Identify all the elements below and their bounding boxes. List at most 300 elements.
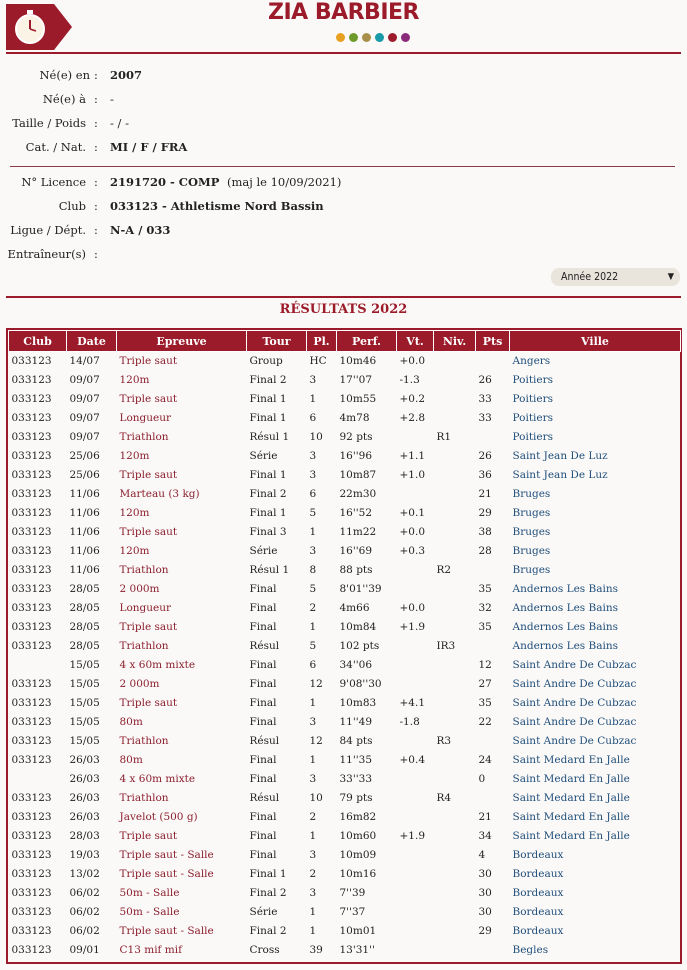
table-cell: 1 (309, 830, 317, 842)
table-cell: 06/02 (69, 887, 100, 899)
event-link[interactable]: 50m - Salle (119, 906, 180, 918)
table-cell: 3 (309, 773, 317, 785)
event-link[interactable]: Triple saut (119, 830, 178, 842)
results-divider (6, 296, 681, 298)
city-link[interactable]: Andernos Les Bains (512, 583, 619, 595)
city-link[interactable]: Poitiers (512, 393, 554, 405)
city-link[interactable]: Poitiers (512, 374, 554, 386)
table-cell (397, 561, 434, 580)
table-cell: Final 2 (249, 925, 287, 937)
city-link[interactable]: Begles (512, 944, 549, 956)
event-link[interactable]: Triple saut (119, 469, 178, 481)
table-cell: 033123 (11, 868, 52, 880)
event-link[interactable]: 2 000m (119, 678, 160, 690)
table-cell: 033123 (11, 507, 52, 519)
table-cell: 30 (478, 906, 492, 918)
event-link[interactable]: 2 000m (119, 583, 160, 595)
table-row (9, 637, 681, 656)
club-value: 033123 - Athletisme Nord Bassin (110, 199, 324, 213)
event-link[interactable]: 4 x 60m mixte (119, 773, 196, 785)
table-cell: 033123 (11, 640, 52, 652)
table-cell: 6 (309, 659, 317, 671)
table-cell: 35 (478, 621, 492, 633)
event-link[interactable]: Triathlon (119, 431, 169, 443)
table-row (9, 352, 681, 372)
table-cell: 4m78 (339, 412, 370, 424)
event-link[interactable]: Triathlon (119, 735, 169, 747)
table-cell (434, 371, 476, 390)
table-cell: Final 2 (249, 887, 287, 899)
city-link[interactable]: Bruges (512, 488, 551, 500)
table-cell: Final (249, 849, 277, 861)
city-link[interactable]: Andernos Les Bains (512, 640, 619, 652)
event-link[interactable]: Triathlon (119, 792, 169, 804)
table-cell: 29 (478, 507, 492, 519)
table-cell (476, 637, 510, 656)
table-cell: 3 (309, 849, 317, 861)
table-cell: Résul (249, 792, 280, 804)
table-cell: 11/06 (69, 545, 100, 557)
column-header: Niv. (434, 331, 476, 352)
licence-update-note: (maj le 10/09/2021) (227, 175, 342, 189)
table-cell: 11m22 (339, 526, 377, 538)
city-link[interactable]: Saint Medard En Jalle (512, 811, 630, 823)
event-link[interactable]: 120m (119, 450, 150, 462)
info-label: Taille / Poids (12, 116, 86, 130)
table-cell: Série (249, 450, 278, 462)
table-row (9, 599, 681, 618)
event-link[interactable]: Triple saut - Salle (119, 868, 214, 880)
city-link[interactable]: Bordeaux (512, 849, 564, 861)
event-link[interactable]: Triple saut (119, 526, 178, 538)
table-cell (434, 466, 476, 485)
table-cell: 6 (309, 488, 317, 500)
column-header: Epreuve (117, 331, 247, 352)
city-link[interactable]: Bordeaux (512, 925, 564, 937)
table-cell: 033123 (11, 697, 52, 709)
table-cell: 6 (309, 412, 317, 424)
table-cell: 033123 (11, 621, 52, 633)
table-cell: 15/05 (69, 678, 100, 690)
table-cell: 2 (309, 602, 317, 614)
city-link[interactable]: Andernos Les Bains (512, 621, 619, 633)
table-cell: 033123 (11, 374, 52, 386)
table-cell: 16''69 (339, 545, 372, 557)
table-row (9, 884, 681, 903)
table-cell: Final (249, 583, 277, 595)
table-cell: 033123 (11, 602, 52, 614)
event-link[interactable]: 120m (119, 374, 150, 386)
table-cell: Final (249, 697, 277, 709)
table-cell: 36 (478, 469, 492, 481)
table-cell: 033123 (11, 906, 52, 918)
table-cell: 1 (309, 697, 317, 709)
table-cell: Final (249, 773, 277, 785)
table-cell: 11/06 (69, 526, 100, 538)
results-title: RÉSULTATS 2022 (279, 302, 408, 317)
table-cell: 033123 (11, 469, 52, 481)
city-link[interactable]: Saint Andre De Cubzac (512, 697, 637, 709)
table-cell: 033123 (11, 488, 52, 500)
table-cell (434, 941, 476, 960)
table-cell: +2.8 (399, 412, 425, 424)
table-cell: 34''06 (339, 659, 372, 671)
event-link[interactable]: Triathlon (119, 564, 169, 576)
city-link[interactable]: Saint Andre De Cubzac (512, 716, 637, 728)
table-row (9, 846, 681, 865)
table-row (9, 447, 681, 466)
table-cell (397, 903, 434, 922)
table-cell: 10 (309, 792, 323, 804)
table-cell: 11''49 (339, 716, 372, 728)
table-cell: 033123 (11, 545, 52, 557)
table-cell: 1 (309, 925, 317, 937)
table-cell: 28 (478, 545, 492, 557)
table-row (9, 656, 681, 675)
table-cell: 033123 (11, 735, 52, 747)
table-row (9, 466, 681, 485)
table-cell: 1 (309, 621, 317, 633)
table-cell: Résul 1 (249, 431, 290, 443)
table-cell: Group (249, 355, 283, 367)
table-cell: 033123 (11, 811, 52, 823)
table-cell: 11/06 (69, 507, 100, 519)
table-cell: 10 (309, 431, 323, 443)
column-header: Ville (510, 331, 681, 352)
table-cell: 11''35 (339, 754, 372, 766)
table-cell: R2 (436, 564, 452, 576)
column-header: Tour (247, 331, 307, 352)
table-cell: +0.0 (399, 355, 425, 367)
table-row (9, 751, 681, 770)
table-cell: 033123 (11, 849, 52, 861)
table-cell: 2 (309, 811, 317, 823)
table-row (9, 409, 681, 428)
table-row (9, 675, 681, 694)
table-row (9, 371, 681, 390)
table-cell (434, 903, 476, 922)
city-link[interactable]: Andernos Les Bains (512, 602, 619, 614)
table-cell (434, 884, 476, 903)
table-cell: 5 (309, 507, 317, 519)
table-cell: 033123 (11, 450, 52, 462)
table-cell: 033123 (11, 393, 52, 405)
table-cell: 033123 (11, 830, 52, 842)
table-cell: 21 (478, 811, 492, 823)
city-link[interactable]: Saint Andre De Cubzac (512, 678, 637, 690)
event-link[interactable]: 80m (119, 754, 143, 766)
results-header-row (9, 331, 681, 352)
table-row (9, 789, 681, 808)
event-link[interactable]: 80m (119, 716, 143, 728)
table-cell: +0.1 (399, 507, 425, 519)
city-link[interactable]: Bordeaux (512, 906, 564, 918)
table-cell: 1 (309, 754, 317, 766)
info-label: Cat. / Nat. (25, 140, 86, 154)
table-cell: 033123 (11, 925, 52, 937)
table-cell: 15/05 (69, 716, 100, 728)
city-link[interactable]: Poitiers (512, 412, 554, 424)
table-cell: Final 1 (249, 412, 287, 424)
table-cell: 28/03 (69, 830, 100, 842)
table-cell: 26 (478, 450, 492, 462)
table-cell: 39 (309, 944, 323, 956)
table-cell: 8 (309, 564, 317, 576)
table-cell: Final 1 (249, 393, 287, 405)
table-cell: Résul 1 (249, 564, 290, 576)
table-row (9, 732, 681, 751)
table-cell (397, 770, 434, 789)
table-cell: Série (249, 906, 278, 918)
table-cell: +0.2 (399, 393, 425, 405)
table-cell: HC (309, 355, 327, 367)
table-cell: 16m82 (339, 811, 377, 823)
city-link[interactable]: Saint Jean De Luz (512, 469, 608, 481)
table-cell: 24 (478, 754, 492, 766)
table-cell: 3 (309, 545, 317, 557)
table-cell: 033123 (11, 716, 52, 728)
table-cell: Final (249, 716, 277, 728)
table-cell (434, 523, 476, 542)
column-header: Perf. (337, 331, 397, 352)
table-cell: 14/07 (69, 355, 100, 367)
table-cell (434, 675, 476, 694)
column-header: Date (67, 331, 117, 352)
event-link[interactable]: Triple saut (119, 355, 178, 367)
table-row (9, 390, 681, 409)
table-cell (434, 580, 476, 599)
table-row (9, 770, 681, 789)
table-cell (434, 865, 476, 884)
info-label: Né(e) à (42, 92, 86, 106)
event-link[interactable]: C13 mif mif (119, 944, 182, 956)
table-cell: 033123 (11, 583, 52, 595)
table-cell: 4m66 (339, 602, 370, 614)
table-cell: 26/03 (69, 792, 100, 804)
table-cell: Final (249, 678, 277, 690)
table-cell: 09/01 (69, 944, 100, 956)
table-cell (397, 656, 434, 675)
table-cell: 102 pts (339, 640, 380, 652)
table-cell: Final (249, 602, 277, 614)
table-row (9, 580, 681, 599)
info-label: Ligue / Dépt. (10, 223, 86, 237)
event-link[interactable]: Triple saut (119, 621, 178, 633)
table-cell: 5 (309, 640, 317, 652)
city-link[interactable]: Bordeaux (512, 887, 564, 899)
table-cell: 33 (478, 412, 492, 424)
color-dot (401, 33, 410, 42)
column-header: Pl. (307, 331, 337, 352)
table-cell (397, 922, 434, 941)
season-select-value: Année 2022 (561, 271, 619, 283)
event-link[interactable]: Triple saut (119, 697, 178, 709)
table-cell (434, 770, 476, 789)
table-cell: 10m46 (339, 355, 377, 367)
table-cell: 11/06 (69, 564, 100, 576)
table-cell (397, 485, 434, 504)
table-cell (397, 884, 434, 903)
table-cell (476, 352, 510, 372)
city-link[interactable]: Saint Jean De Luz (512, 450, 608, 462)
table-cell: 1 (309, 393, 317, 405)
event-link[interactable]: Javelot (500 g) (119, 811, 198, 823)
city-link[interactable]: Bruges (512, 564, 551, 576)
table-cell: 26/03 (69, 811, 100, 823)
table-cell: 033123 (11, 887, 52, 899)
table-cell (434, 713, 476, 732)
event-link[interactable]: 50m - Salle (119, 887, 180, 899)
table-cell (434, 504, 476, 523)
table-cell: 21 (478, 488, 492, 500)
table-cell: 033123 (11, 526, 52, 538)
table-cell: 09/07 (69, 393, 100, 405)
table-cell: 28/05 (69, 602, 100, 614)
table-row (9, 865, 681, 884)
table-cell: 28/05 (69, 583, 100, 595)
table-cell: Final (249, 659, 277, 671)
table-cell (434, 352, 476, 372)
event-link[interactable]: 120m (119, 507, 150, 519)
table-cell (397, 789, 434, 808)
table-cell: Final 1 (249, 507, 287, 519)
table-cell (9, 770, 67, 789)
table-cell: +0.4 (399, 754, 425, 766)
table-cell: 09/07 (69, 412, 100, 424)
event-link[interactable]: Marteau (3 kg) (119, 488, 200, 500)
table-cell: Résul (249, 735, 280, 747)
table-cell: +0.0 (399, 526, 425, 538)
table-cell: Final 3 (249, 526, 287, 538)
color-dot (388, 33, 397, 42)
city-link[interactable]: Bruges (512, 545, 551, 557)
table-cell (476, 428, 510, 447)
table-row (9, 561, 681, 580)
column-header: Club (9, 331, 67, 352)
table-cell (434, 485, 476, 504)
table-cell (434, 694, 476, 713)
table-cell: 10m55 (339, 393, 377, 405)
table-row (9, 713, 681, 732)
table-cell: 38 (478, 526, 492, 538)
city-link[interactable]: Saint Andre De Cubzac (512, 659, 637, 671)
table-cell: 30 (478, 887, 492, 899)
table-cell: 13'31'' (339, 944, 375, 956)
season-select[interactable] (551, 268, 680, 286)
table-cell: 033123 (11, 678, 52, 690)
table-cell (434, 808, 476, 827)
licence-number: 2191720 - COMP (110, 175, 220, 189)
table-cell (397, 846, 434, 865)
table-cell: 25/06 (69, 450, 100, 462)
table-cell: 79 pts (339, 792, 373, 804)
city-link[interactable]: Bruges (512, 526, 551, 538)
table-cell: 1 (309, 906, 317, 918)
table-cell (434, 618, 476, 637)
table-row (9, 523, 681, 542)
table-cell: R1 (436, 431, 452, 443)
info-label: Né(e) en (39, 68, 90, 82)
table-cell: 9'08''30 (339, 678, 382, 690)
table-cell: 28/05 (69, 640, 100, 652)
table-cell (397, 808, 434, 827)
city-link[interactable]: Bordeaux (512, 868, 564, 880)
table-cell: 27 (478, 678, 492, 690)
table-cell: 13/02 (69, 868, 100, 880)
table-cell: +0.0 (399, 602, 425, 614)
event-link[interactable]: Triple saut (119, 393, 178, 405)
table-cell (434, 409, 476, 428)
city-link[interactable]: Bruges (512, 507, 551, 519)
event-link[interactable]: Triple saut - Salle (119, 925, 214, 937)
table-cell: Final (249, 621, 277, 633)
table-cell (397, 675, 434, 694)
table-row (9, 922, 681, 941)
table-cell (476, 561, 510, 580)
table-cell: Final 1 (249, 469, 287, 481)
city-link[interactable]: Saint Medard En Jalle (512, 792, 630, 804)
city-link[interactable]: Poitiers (512, 431, 554, 443)
profile-divider (10, 166, 675, 167)
table-cell: 10m09 (339, 849, 377, 861)
table-cell: 92 pts (339, 431, 373, 443)
info-label: Entraîneur(s) (7, 247, 86, 261)
table-row (9, 808, 681, 827)
city-link[interactable]: Saint Medard En Jalle (512, 754, 630, 766)
table-cell: 16''96 (339, 450, 372, 462)
event-link[interactable]: Longueur (119, 412, 172, 424)
table-cell: 15/05 (69, 659, 100, 671)
table-cell: 19/03 (69, 849, 100, 861)
city-link[interactable]: Saint Medard En Jalle (512, 773, 630, 785)
table-cell: 84 pts (339, 735, 373, 747)
city-link[interactable]: Angers (512, 355, 551, 367)
table-cell (397, 428, 434, 447)
table-cell: Final (249, 830, 277, 842)
table-cell: 0 (478, 773, 486, 785)
athlete-name: ZIA BARBIER (268, 0, 419, 25)
table-cell (397, 732, 434, 751)
table-row (9, 618, 681, 637)
table-cell: 8'01''39 (339, 583, 382, 595)
event-link[interactable]: Longueur (119, 602, 172, 614)
table-cell: +1.9 (399, 621, 425, 633)
city-link[interactable]: Saint Andre De Cubzac (512, 735, 637, 747)
city-link[interactable]: Saint Medard En Jalle (512, 830, 630, 842)
table-cell (434, 751, 476, 770)
table-cell: Final (249, 754, 277, 766)
table-cell: 88 pts (339, 564, 373, 576)
table-cell (476, 789, 510, 808)
table-cell (397, 580, 434, 599)
table-cell: R3 (436, 735, 452, 747)
table-cell: 3 (309, 887, 317, 899)
table-cell: 06/02 (69, 925, 100, 937)
table-cell: +1.9 (399, 830, 425, 842)
table-cell: 10m16 (339, 868, 377, 880)
table-cell: +0.3 (399, 545, 425, 557)
color-dot (375, 33, 384, 42)
event-link[interactable]: 120m (119, 545, 150, 557)
event-link[interactable]: Triple saut - Salle (119, 849, 214, 861)
info-label: N° Licence (21, 175, 86, 189)
event-link[interactable]: 4 x 60m mixte (119, 659, 196, 671)
table-cell: IR3 (436, 640, 456, 652)
table-cell: 29 (478, 925, 492, 937)
table-cell: 033123 (11, 792, 52, 804)
event-link[interactable]: Triathlon (119, 640, 169, 652)
table-cell: 033123 (11, 355, 52, 367)
